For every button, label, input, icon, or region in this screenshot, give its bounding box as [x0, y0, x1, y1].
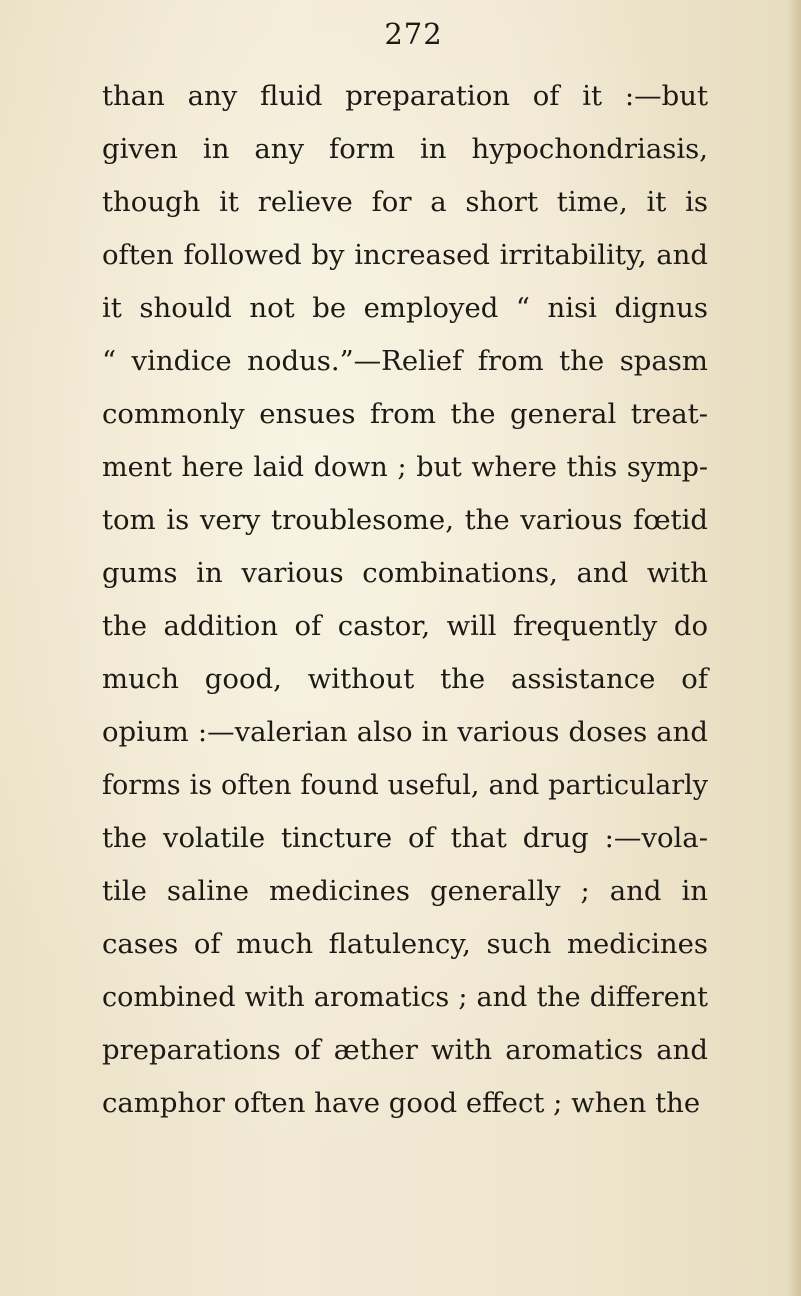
text-line-13: opium :—valerian also in various doses and [102, 716, 708, 748]
text-line-6: “ vindice nodus.”—Relief from the spasm [102, 345, 708, 377]
text-line-19: preparations of æther with aromatics and [102, 1034, 708, 1066]
text-line-1: than any fluid preparation of it :—but [102, 80, 708, 112]
text-line-16: tile saline medicines generally ; and in [102, 875, 708, 907]
body-text [102, 70, 708, 1130]
text-line-14: forms is often found useful, and particularly [102, 770, 708, 801]
text-line-7: commonly ensues from the general treat- [102, 398, 708, 430]
page-number: 272 [384, 17, 443, 51]
text-line-4: often followed by increased irritability, and [102, 239, 708, 271]
text-line-2: given in any form in hypochondriasis, [102, 133, 708, 165]
text-line-5: it should not be employed “ nisi dignus [102, 292, 708, 324]
page-edge-shadow [787, 0, 801, 1296]
text-line-8: ment here laid down ; but where this symp- [102, 452, 708, 483]
text-line-17: cases of much flatulency, such medicines [102, 928, 708, 960]
text-line-12: much good, without the assistance of [102, 663, 708, 695]
text-line-20: camphor often have good effect ; when the [102, 1087, 701, 1119]
text-line-3: though it relieve for a short time, it is [102, 186, 708, 218]
text-line-15: the volatile tincture of that drug :—vola- [102, 822, 708, 854]
text-line-18: combined with aromatics ; and the different [102, 982, 708, 1013]
text-line-10: gums in various combinations, and with [102, 557, 708, 589]
text-line-11: the addition of castor, will frequently do [102, 610, 708, 642]
text-line-9: tom is very troublesome, the various fœtid [102, 504, 708, 536]
